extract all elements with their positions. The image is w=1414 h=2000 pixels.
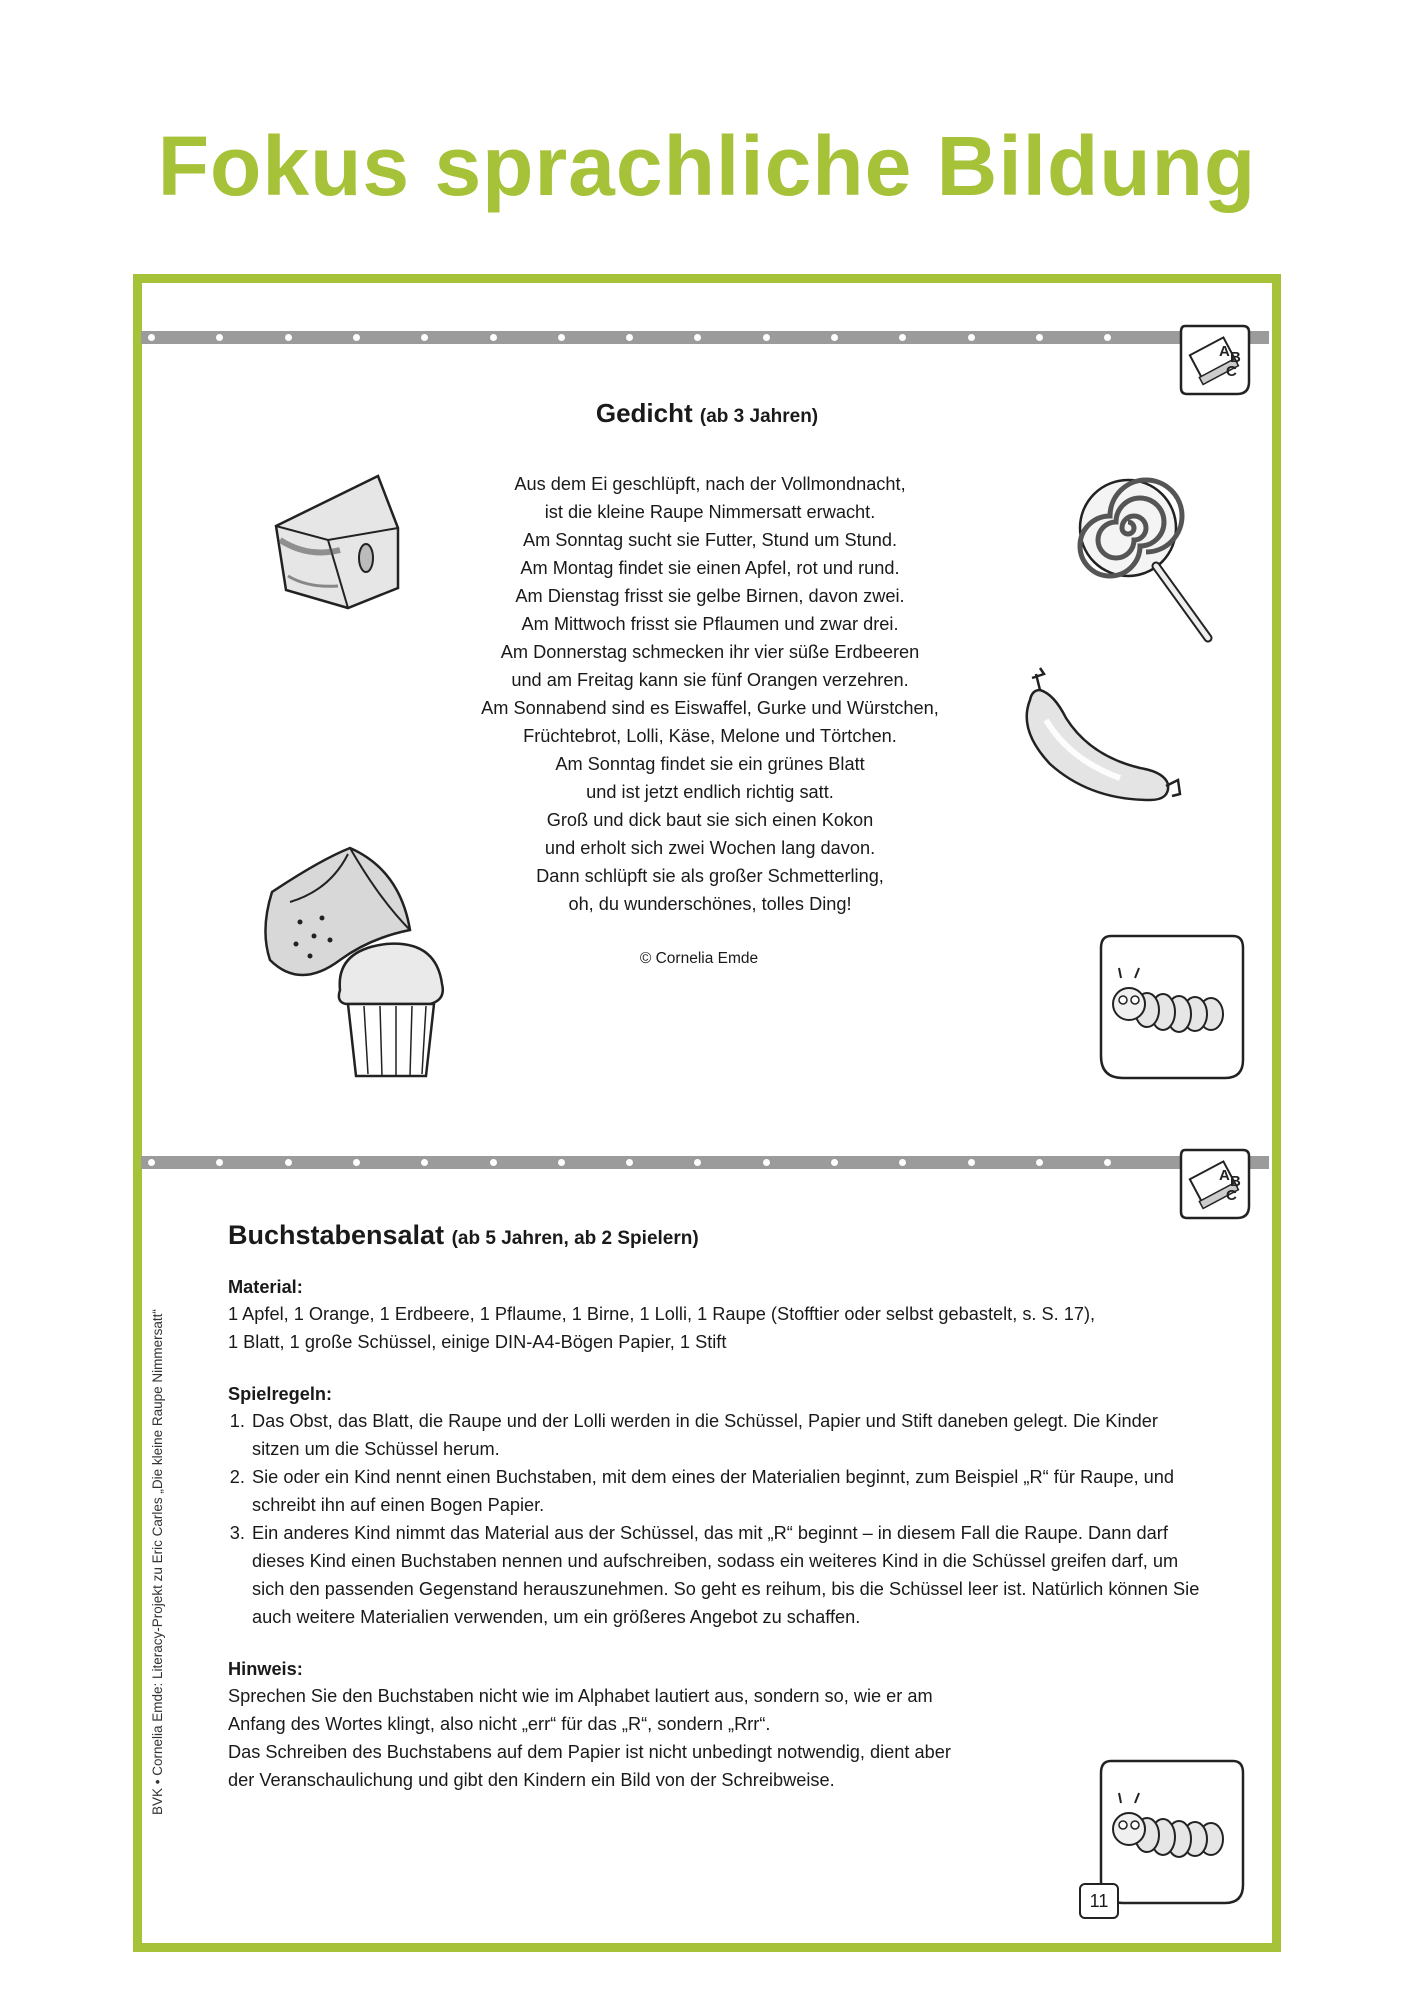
rule-item: 3. Ein anderes Kind nimmt das Material aus der Schüssel, das mit „R“ beginnt – in diesem Fall die Raupe. Dann darf dieses Kind einen Buchstaben nennen und aufschreiben, sodass ein weiteres Kind in die Schüssel greifen darf, um sich den passenden Gegenstand herauszunehmen. So geht es reihum, bis die Schüssel leer ist. Natürlich können Sie auch weitere Materialien verwenden, um ein größeres Angebot zu schaffen.: [250, 1519, 1200, 1631]
poem-line: Am Mittwoch frisst sie Pflaumen und zwar drei.: [521, 614, 899, 634]
game-section: [228, 1220, 1228, 1794]
material-heading: Material:: [228, 1277, 303, 1297]
poem-line: Aus dem Ei geschlüpft, nach der Vollmondnacht,: [514, 474, 906, 494]
page-number: 11: [1079, 1883, 1119, 1919]
melon-muffin-illustration: [260, 840, 480, 1090]
divider-dot: [831, 334, 838, 341]
material-line: 1 Apfel, 1 Orange, 1 Erdbeere, 1 Pflaume, 1 Birne, 1 Lolli, 1 Raupe (Stofftier oder selbst gebastelt, s. S. 17),: [228, 1304, 1096, 1324]
divider-dot: [1104, 1159, 1111, 1166]
poem-line: und erholt sich zwei Wochen lang davon.: [544, 838, 876, 858]
sausage-illustration: [1010, 660, 1185, 810]
hint-heading: Hinweis:: [228, 1659, 303, 1679]
divider-dot: [216, 1159, 223, 1166]
poem-text: [430, 470, 990, 918]
rules-list: [228, 1407, 1200, 1631]
hint-line: Das Schreiben des Buchstabens auf dem Papier ist nicht unbedingt notwendig, dient aber: [228, 1742, 951, 1762]
divider-dot: [558, 1159, 565, 1166]
divider-dot: [421, 334, 428, 341]
poem-copyright: © Cornelia Emde: [639, 950, 759, 967]
divider-dot: [285, 1159, 292, 1166]
poem-line: Früchtebrot, Lolli, Käse, Melone und Törtchen.: [523, 726, 897, 746]
abc-book-icon: [1175, 318, 1255, 402]
divider-dot: [831, 1159, 838, 1166]
dotted-divider-middle: [141, 1156, 1269, 1169]
badge-letter-a: A: [1219, 1167, 1230, 1184]
material-line: 1 Blatt, 1 große Schüssel, einige DIN-A4-Bögen Papier, 1 Stift: [228, 1332, 727, 1352]
divider-dot: [558, 334, 565, 341]
poem-age: (ab 3 Jahren): [699, 406, 819, 427]
divider-dot: [148, 334, 155, 341]
poem-line: Dann schlüpft sie als großer Schmetterling,: [536, 866, 884, 886]
divider-dot: [1036, 1159, 1043, 1166]
poem-line: ist die kleine Raupe Nimmersatt erwacht.: [544, 502, 876, 522]
divider-dot: [490, 1159, 497, 1166]
poem-line: oh, du wunderschönes, tolles Ding!: [568, 894, 852, 914]
divider-dot: [694, 1159, 701, 1166]
poem-line: und ist jetzt endlich richtig satt.: [586, 782, 834, 802]
rule-item: 2. Sie oder ein Kind nennt einen Buchstaben, mit dem eines der Materialien beginnt, zum Beispiel „R“ für Raupe, und schreibt ihn auf einen Bogen Papier.: [250, 1463, 1200, 1519]
poem-line: Am Sonntag findet sie ein grünes Blatt: [555, 754, 865, 774]
rule-item: 1. Das Obst, das Blatt, die Raupe und der Lolli werden in die Schüssel, Papier und Stift daneben gelegt. Die Kinder sitzen um die Schüssel herum.: [250, 1407, 1200, 1463]
hint-line: Sprechen Sie den Buchstaben nicht wie im Alphabet lautiert aus, sondern so, wie er am: [228, 1686, 933, 1706]
badge-letter-b: B: [1230, 349, 1241, 366]
divider-dot: [899, 334, 906, 341]
poem-line: und am Freitag kann sie fünf Orangen verzehren.: [511, 670, 909, 690]
abc-book-icon: [1175, 1142, 1255, 1226]
divider-dot: [285, 334, 292, 341]
poem-title: Gedicht: [595, 398, 693, 428]
poem-line: Am Donnerstag schmecken ihr vier süße Erdbeeren: [500, 642, 920, 662]
game-heading: [228, 1220, 1228, 1251]
hint-line: Anfang des Wortes klingt, also nicht „err“ für das „R“, sondern „Rrr“.: [228, 1714, 771, 1734]
badge-letter-a: A: [1219, 343, 1230, 360]
divider-dot: [1104, 334, 1111, 341]
cheese-illustration: [258, 468, 410, 618]
page-title: Fokus sprachliche Bildung: [157, 119, 1257, 213]
badge-letter-b: B: [1230, 1173, 1241, 1190]
side-publisher-note: BVK • Cornelia Emde: Literacy-Projekt zu Eric Carles „Die kleine Raupe Nimmersatt“: [150, 1309, 165, 1815]
dotted-divider-top: [141, 331, 1269, 344]
caterpillar-badge: [1097, 932, 1247, 1082]
poem-line: Groß und dick baut sie sich einen Kokon: [546, 810, 874, 830]
divider-dot: [626, 334, 633, 341]
divider-dot: [626, 1159, 633, 1166]
poem-line: Am Dienstag frisst sie gelbe Birnen, davon zwei.: [515, 586, 905, 606]
divider-dot: [968, 334, 975, 341]
badge-letter-c: C: [1226, 363, 1237, 380]
game-title: Buchstabensalat: [228, 1220, 445, 1250]
divider-dot: [899, 1159, 906, 1166]
rules-heading: Spielregeln:: [228, 1384, 333, 1404]
divider-dot: [968, 1159, 975, 1166]
divider-dot: [353, 334, 360, 341]
poem-heading: [0, 398, 1414, 429]
divider-dot: [490, 334, 497, 341]
divider-dot: [216, 334, 223, 341]
game-age: (ab 5 Jahren, ab 2 Spielern): [451, 1228, 699, 1249]
divider-dot: [694, 334, 701, 341]
poem-line: Am Montag findet sie einen Apfel, rot und rund.: [520, 558, 900, 578]
poem-line: Am Sonntag sucht sie Futter, Stund um Stund.: [522, 530, 898, 550]
divider-dot: [763, 1159, 770, 1166]
divider-dot: [148, 1159, 155, 1166]
divider-dot: [763, 334, 770, 341]
badge-letter-c: C: [1226, 1187, 1237, 1204]
poem-line: Am Sonnabend sind es Eiswaffel, Gurke und Würstchen,: [481, 698, 939, 718]
divider-dot: [1036, 334, 1043, 341]
hint-line: der Veranschaulichung und gibt den Kindern ein Bild von der Schreibweise.: [228, 1770, 835, 1790]
divider-dot: [421, 1159, 428, 1166]
lollipop-illustration: [1068, 470, 1218, 650]
divider-dot: [353, 1159, 360, 1166]
